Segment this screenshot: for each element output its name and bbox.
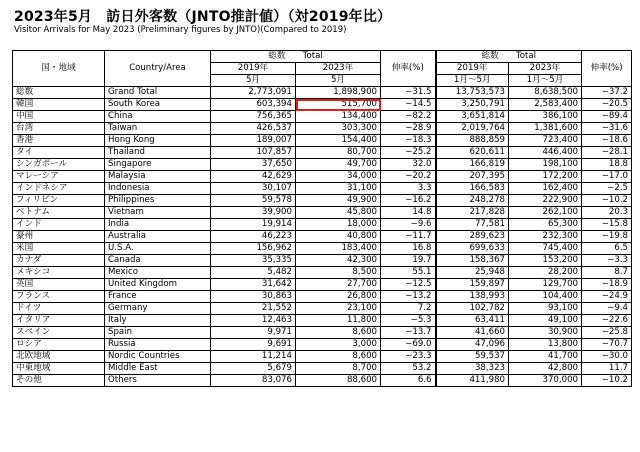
cell-ytd-2019: 166,583 xyxy=(436,183,509,195)
cell-may-growth: −9.6 xyxy=(381,219,436,231)
cell-ytd-2019: 158,367 xyxy=(436,255,509,267)
cell-ytd-2023: 65,300 xyxy=(509,219,582,231)
cell-may-2023: 49,900 xyxy=(296,195,381,207)
cell-ytd-2023: 41,700 xyxy=(509,351,582,363)
cell-country-jp: 韓国 xyxy=(13,99,105,111)
cell-may-2019: 35,335 xyxy=(211,255,296,267)
table-row xyxy=(13,231,632,243)
cell-ytd-2019: 41,660 xyxy=(436,327,509,339)
cell-may-growth: −13.7 xyxy=(381,327,436,339)
cell-country-jp: 北欧地域 xyxy=(13,351,105,363)
cell-may-2019: 189,007 xyxy=(211,135,296,147)
cell-country-jp: その他 xyxy=(13,375,105,387)
cell-country-en: Taiwan xyxy=(105,123,211,135)
cell-country-en: U.S.A. xyxy=(105,243,211,255)
cell-may-2023: 26,800 xyxy=(296,291,381,303)
cell-ytd-2019: 13,753,573 xyxy=(436,87,509,99)
visitor-arrivals-table xyxy=(12,50,632,387)
col-country-en: Country/Area xyxy=(105,51,211,87)
cell-country-jp: 英国 xyxy=(13,279,105,291)
group-total-may: 総数 Total xyxy=(211,51,381,63)
table-row xyxy=(13,87,632,99)
table-row xyxy=(13,135,632,147)
cell-may-growth: 16.8 xyxy=(381,243,436,255)
table-row xyxy=(13,327,632,339)
cell-may-growth: −23.3 xyxy=(381,351,436,363)
cell-may-2019: 9,691 xyxy=(211,339,296,351)
cell-ytd-growth: 18.8 xyxy=(582,159,632,171)
cell-ytd-2019: 102,782 xyxy=(436,303,509,315)
col-2019-may-year: 2019年 xyxy=(211,63,296,75)
cell-ytd-2023: 30,900 xyxy=(509,327,582,339)
cell-may-growth: −5.3 xyxy=(381,315,436,327)
cell-country-en: Singapore xyxy=(105,159,211,171)
cell-may-2019: 30,863 xyxy=(211,291,296,303)
col-growth-may: 伸率(%) xyxy=(381,51,436,87)
cell-ytd-2019: 77,581 xyxy=(436,219,509,231)
cell-ytd-growth: −22.6 xyxy=(582,315,632,327)
cell-may-growth: 6.6 xyxy=(381,375,436,387)
cell-may-2023: 8,700 xyxy=(296,363,381,375)
cell-ytd-2019: 25,948 xyxy=(436,267,509,279)
cell-may-2019: 31,642 xyxy=(211,279,296,291)
cell-may-2019: 9,971 xyxy=(211,327,296,339)
table-header xyxy=(13,51,632,87)
cell-ytd-2023: 13,800 xyxy=(509,339,582,351)
table-row xyxy=(13,375,632,387)
cell-may-growth: −31.5 xyxy=(381,87,436,99)
cell-may-2023: 27,700 xyxy=(296,279,381,291)
cell-country-en: Malaysia xyxy=(105,171,211,183)
cell-country-en: Australia xyxy=(105,231,211,243)
cell-country-en: Others xyxy=(105,375,211,387)
cell-country-jp: ベトナム xyxy=(13,207,105,219)
cell-ytd-2023: 104,400 xyxy=(509,291,582,303)
cell-ytd-growth: −24.9 xyxy=(582,291,632,303)
cell-country-jp: フィリピン xyxy=(13,195,105,207)
cell-may-2023: 80,700 xyxy=(296,147,381,159)
cell-country-en: Italy xyxy=(105,315,211,327)
table-row xyxy=(13,363,632,375)
cell-may-growth: −25.2 xyxy=(381,147,436,159)
cell-ytd-2019: 620,611 xyxy=(436,147,509,159)
cell-ytd-2023: 745,400 xyxy=(509,243,582,255)
table-row xyxy=(13,111,632,123)
cell-may-2019: 42,629 xyxy=(211,171,296,183)
cell-country-jp: 豪州 xyxy=(13,231,105,243)
cell-ytd-2023: 198,100 xyxy=(509,159,582,171)
cell-ytd-growth: −20.5 xyxy=(582,99,632,111)
cell-ytd-growth: −30.0 xyxy=(582,351,632,363)
cell-may-2019: 39,900 xyxy=(211,207,296,219)
cell-may-2019: 21,552 xyxy=(211,303,296,315)
cell-may-growth: −28.9 xyxy=(381,123,436,135)
cell-country-en: Middle East xyxy=(105,363,211,375)
cell-country-en: India xyxy=(105,219,211,231)
cell-ytd-2019: 38,323 xyxy=(436,363,509,375)
cell-ytd-growth: −2.5 xyxy=(582,183,632,195)
cell-ytd-2023: 93,100 xyxy=(509,303,582,315)
cell-country-jp: 中国 xyxy=(13,111,105,123)
cell-ytd-2023: 723,400 xyxy=(509,135,582,147)
cell-country-jp: シンガポール xyxy=(13,159,105,171)
cell-may-2019: 19,914 xyxy=(211,219,296,231)
cell-ytd-2023: 129,700 xyxy=(509,279,582,291)
cell-may-2019: 756,365 xyxy=(211,111,296,123)
cell-may-2023: 45,800 xyxy=(296,207,381,219)
cell-may-2019: 107,857 xyxy=(211,147,296,159)
cell-ytd-growth: −15.8 xyxy=(582,219,632,231)
cell-may-growth: −16.2 xyxy=(381,195,436,207)
cell-ytd-2023: 49,100 xyxy=(509,315,582,327)
table-row xyxy=(13,315,632,327)
table-row xyxy=(13,171,632,183)
cell-ytd-growth: 11.7 xyxy=(582,363,632,375)
cell-may-2019: 46,223 xyxy=(211,231,296,243)
cell-ytd-2023: 262,100 xyxy=(509,207,582,219)
cell-ytd-2023: 232,300 xyxy=(509,231,582,243)
cell-may-2023: 3,000 xyxy=(296,339,381,351)
cell-may-2023: 8,600 xyxy=(296,327,381,339)
cell-may-2019: 37,650 xyxy=(211,159,296,171)
cell-may-growth: −18.3 xyxy=(381,135,436,147)
cell-country-jp: 中東地域 xyxy=(13,363,105,375)
table-row xyxy=(13,195,632,207)
cell-ytd-growth: 8.7 xyxy=(582,267,632,279)
page-subtitle: Visitor Arrivals for May 2023 (Preliminary figures by JNTO)(Compared to 2019) xyxy=(14,25,347,35)
cell-may-growth: 3.3 xyxy=(381,183,436,195)
table-row xyxy=(13,123,632,135)
cell-country-en: Grand Total xyxy=(105,87,211,99)
cell-may-growth: 14.8 xyxy=(381,207,436,219)
cell-country-jp: 米国 xyxy=(13,243,105,255)
cell-may-2019: 59,578 xyxy=(211,195,296,207)
cell-country-en: Hong Kong xyxy=(105,135,211,147)
cell-ytd-2023: 28,200 xyxy=(509,267,582,279)
col-growth-ytd: 伸率(%) xyxy=(582,51,632,87)
table-row xyxy=(13,267,632,279)
cell-ytd-growth: −10.2 xyxy=(582,195,632,207)
cell-country-en: Vietnam xyxy=(105,207,211,219)
cell-may-growth: −12.5 xyxy=(381,279,436,291)
cell-country-jp: 台湾 xyxy=(13,123,105,135)
table-row xyxy=(13,159,632,171)
cell-may-growth: 53.2 xyxy=(381,363,436,375)
cell-ytd-2019: 888,859 xyxy=(436,135,509,147)
cell-may-2023: 18,000 xyxy=(296,219,381,231)
cell-may-growth: 32.0 xyxy=(381,159,436,171)
cell-may-2023: 11,800 xyxy=(296,315,381,327)
col-country-jp: 国・地域 xyxy=(13,51,105,87)
cell-country-en: United Kingdom xyxy=(105,279,211,291)
cell-country-jp: タイ xyxy=(13,147,105,159)
cell-ytd-2019: 2,019,764 xyxy=(436,123,509,135)
cell-country-en: Mexico xyxy=(105,267,211,279)
highlighted-cell-south-korea-may-2023: 515,700 xyxy=(296,99,381,111)
cell-ytd-growth: −18.6 xyxy=(582,135,632,147)
cell-ytd-2023: 172,200 xyxy=(509,171,582,183)
cell-ytd-2019: 3,250,791 xyxy=(436,99,509,111)
col-2023-may-year: 2023年 xyxy=(296,63,381,75)
cell-may-2023: 88,600 xyxy=(296,375,381,387)
cell-country-jp: ドイツ xyxy=(13,303,105,315)
cell-country-en: Indonesia xyxy=(105,183,211,195)
cell-country-jp: カナダ xyxy=(13,255,105,267)
cell-may-2023: 42,300 xyxy=(296,255,381,267)
cell-country-jp: ロシア xyxy=(13,339,105,351)
cell-ytd-growth: −89.4 xyxy=(582,111,632,123)
cell-country-jp: マレーシア xyxy=(13,171,105,183)
cell-ytd-2023: 42,800 xyxy=(509,363,582,375)
cell-country-en: Russia xyxy=(105,339,211,351)
cell-ytd-growth: −31.6 xyxy=(582,123,632,135)
cell-may-2023: 23,100 xyxy=(296,303,381,315)
table-row xyxy=(13,219,632,231)
cell-ytd-2023: 1,381,600 xyxy=(509,123,582,135)
col-2019-ytd-year: 2019年 xyxy=(436,63,509,75)
cell-ytd-2019: 59,537 xyxy=(436,351,509,363)
cell-may-2019: 12,463 xyxy=(211,315,296,327)
cell-country-jp: イタリア xyxy=(13,315,105,327)
cell-ytd-2019: 207,395 xyxy=(436,171,509,183)
cell-ytd-2019: 166,819 xyxy=(436,159,509,171)
cell-country-en: South Korea xyxy=(105,99,211,111)
cell-may-growth: 7.2 xyxy=(381,303,436,315)
cell-country-jp: インド xyxy=(13,219,105,231)
cell-ytd-growth: −18.9 xyxy=(582,279,632,291)
cell-ytd-2023: 2,583,400 xyxy=(509,99,582,111)
col-2023-ytd-months: 1月～5月 xyxy=(509,75,582,87)
cell-country-jp: メキシコ xyxy=(13,267,105,279)
cell-country-en: Thailand xyxy=(105,147,211,159)
cell-ytd-2023: 153,200 xyxy=(509,255,582,267)
cell-may-2023: 31,100 xyxy=(296,183,381,195)
cell-ytd-growth: −10.2 xyxy=(582,375,632,387)
table-row xyxy=(13,183,632,195)
cell-ytd-2023: 162,400 xyxy=(509,183,582,195)
cell-ytd-2023: 446,400 xyxy=(509,147,582,159)
cell-may-2023: 183,400 xyxy=(296,243,381,255)
cell-country-en: Canada xyxy=(105,255,211,267)
cell-ytd-2019: 47,096 xyxy=(436,339,509,351)
cell-ytd-2019: 217,828 xyxy=(436,207,509,219)
cell-ytd-growth: −19.8 xyxy=(582,231,632,243)
cell-may-2023: 154,400 xyxy=(296,135,381,147)
cell-may-growth: −11.7 xyxy=(381,231,436,243)
cell-country-jp: スペイン xyxy=(13,327,105,339)
cell-country-jp: フランス xyxy=(13,291,105,303)
cell-may-growth: −82.2 xyxy=(381,111,436,123)
table-row xyxy=(13,339,632,351)
table-row xyxy=(13,279,632,291)
cell-may-2023: 134,400 xyxy=(296,111,381,123)
cell-ytd-2019: 3,651,814 xyxy=(436,111,509,123)
group-total-ytd: 総数 Total xyxy=(436,51,582,63)
cell-ytd-2023: 8,638,500 xyxy=(509,87,582,99)
cell-ytd-2019: 159,897 xyxy=(436,279,509,291)
cell-ytd-growth: −17.0 xyxy=(582,171,632,183)
cell-may-2023: 8,600 xyxy=(296,351,381,363)
cell-ytd-growth: −70.7 xyxy=(582,339,632,351)
cell-ytd-2023: 370,000 xyxy=(509,375,582,387)
col-2023-ytd-year: 2023年 xyxy=(509,63,582,75)
cell-may-2023: 8,500 xyxy=(296,267,381,279)
cell-may-2019: 2,773,091 xyxy=(211,87,296,99)
cell-may-2019: 5,482 xyxy=(211,267,296,279)
cell-ytd-2019: 138,993 xyxy=(436,291,509,303)
table-row xyxy=(13,207,632,219)
cell-may-growth: −13.2 xyxy=(381,291,436,303)
cell-ytd-2019: 411,980 xyxy=(436,375,509,387)
cell-country-en: Germany xyxy=(105,303,211,315)
cell-may-2019: 426,537 xyxy=(211,123,296,135)
cell-ytd-growth: −9.4 xyxy=(582,303,632,315)
table-row xyxy=(13,303,632,315)
col-2019-may-month: 5月 xyxy=(211,75,296,87)
cell-country-jp: 総数 xyxy=(13,87,105,99)
cell-may-2023: 1,898,900 xyxy=(296,87,381,99)
cell-may-growth: −20.2 xyxy=(381,171,436,183)
table-row xyxy=(13,147,632,159)
cell-country-jp: 香港 xyxy=(13,135,105,147)
cell-ytd-growth: −28.1 xyxy=(582,147,632,159)
cell-may-growth: 55.1 xyxy=(381,267,436,279)
cell-may-growth: 19.7 xyxy=(381,255,436,267)
cell-ytd-2019: 289,623 xyxy=(436,231,509,243)
cell-may-2023: 303,300 xyxy=(296,123,381,135)
cell-country-en: France xyxy=(105,291,211,303)
table-row xyxy=(13,99,632,111)
cell-may-growth: −69.0 xyxy=(381,339,436,351)
cell-ytd-2023: 222,900 xyxy=(509,195,582,207)
cell-country-en: China xyxy=(105,111,211,123)
col-2019-ytd-months: 1月～5月 xyxy=(436,75,509,87)
table-row xyxy=(13,243,632,255)
cell-ytd-2019: 699,633 xyxy=(436,243,509,255)
cell-may-growth: −14.5 xyxy=(381,99,436,111)
cell-ytd-growth: −25.8 xyxy=(582,327,632,339)
table-row xyxy=(13,291,632,303)
cell-may-2019: 603,394 xyxy=(211,99,296,111)
cell-ytd-growth: 20.3 xyxy=(582,207,632,219)
cell-ytd-growth: −3.3 xyxy=(582,255,632,267)
table-body xyxy=(13,87,632,387)
table-row xyxy=(13,255,632,267)
cell-may-2023: 49,700 xyxy=(296,159,381,171)
cell-may-2019: 11,214 xyxy=(211,351,296,363)
page-title: 2023年5月 訪日外客数（JNTO推計値）（対2019年比） xyxy=(14,9,392,25)
cell-country-en: Nordic Countries xyxy=(105,351,211,363)
col-2023-may-month: 5月 xyxy=(296,75,381,87)
cell-may-2023: 34,000 xyxy=(296,171,381,183)
cell-may-2019: 5,679 xyxy=(211,363,296,375)
cell-may-2019: 30,107 xyxy=(211,183,296,195)
cell-ytd-2019: 248,278 xyxy=(436,195,509,207)
cell-country-en: Spain xyxy=(105,327,211,339)
cell-ytd-growth: 6.5 xyxy=(582,243,632,255)
cell-country-jp: インドネシア xyxy=(13,183,105,195)
table-row xyxy=(13,351,632,363)
cell-ytd-2019: 63,411 xyxy=(436,315,509,327)
cell-ytd-2023: 386,100 xyxy=(509,111,582,123)
cell-country-en: Philippines xyxy=(105,195,211,207)
cell-may-2019: 83,076 xyxy=(211,375,296,387)
cell-ytd-growth: −37.2 xyxy=(582,87,632,99)
cell-may-2019: 156,962 xyxy=(211,243,296,255)
cell-may-2023: 40,800 xyxy=(296,231,381,243)
